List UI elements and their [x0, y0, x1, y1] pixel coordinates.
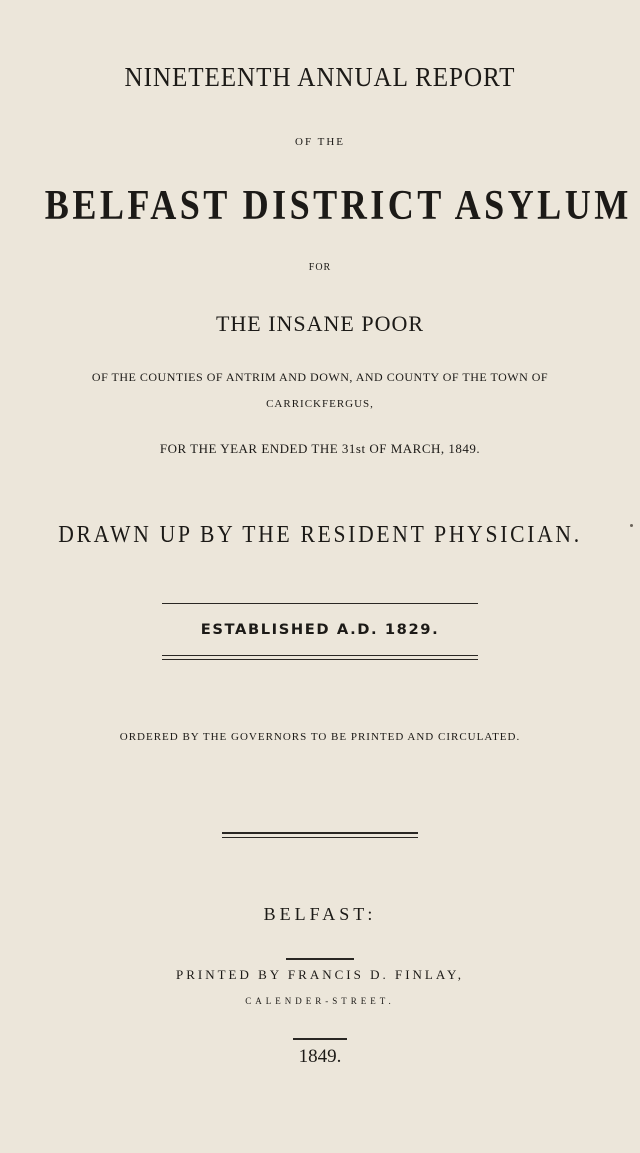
insane-poor-heading: THE INSANE POOR: [215, 311, 425, 336]
report-title: NINETEENTH ANNUAL REPORT: [124, 62, 516, 92]
imprint-printer: PRINTED BY FRANCIS D. FINLAY,: [175, 967, 465, 982]
divider-top: [162, 603, 478, 604]
imprint-year: 1849.: [298, 1046, 342, 1067]
established-line: ESTABLISHED A.D. 1829.: [200, 622, 440, 638]
asylum-name: BELFAST DISTRICT ASYLUM: [44, 183, 632, 229]
divider-imprint-double: [222, 837, 418, 838]
divider-year: [293, 1038, 347, 1040]
town-line: CARRICKFERGUS,: [266, 398, 374, 410]
counties-line: OF THE COUNTIES OF ANTRIM AND DOWN, AND COUNTY OF THE TOWN OF: [91, 370, 549, 384]
divider-bottom: [162, 655, 478, 656]
ordered-line: ORDERED BY THE GOVERNORS TO BE PRINTED AND CIRCULATED.: [119, 731, 521, 743]
divider-bottom-double: [162, 659, 478, 660]
divider-imprint: [222, 832, 418, 834]
paper-speck: [630, 524, 633, 527]
imprint-place: BELFAST:: [263, 904, 377, 924]
for-label: FOR: [308, 262, 332, 273]
of-the-label: OF THE: [295, 136, 345, 148]
imprint-street: CALENDER-STREET.: [245, 996, 395, 1006]
divider-printer: [286, 958, 354, 960]
author-line: DRAWN UP BY THE RESIDENT PHYSICIAN.: [58, 522, 582, 548]
period-line: FOR THE YEAR ENDED THE 31st OF MARCH, 1849.: [159, 441, 481, 456]
